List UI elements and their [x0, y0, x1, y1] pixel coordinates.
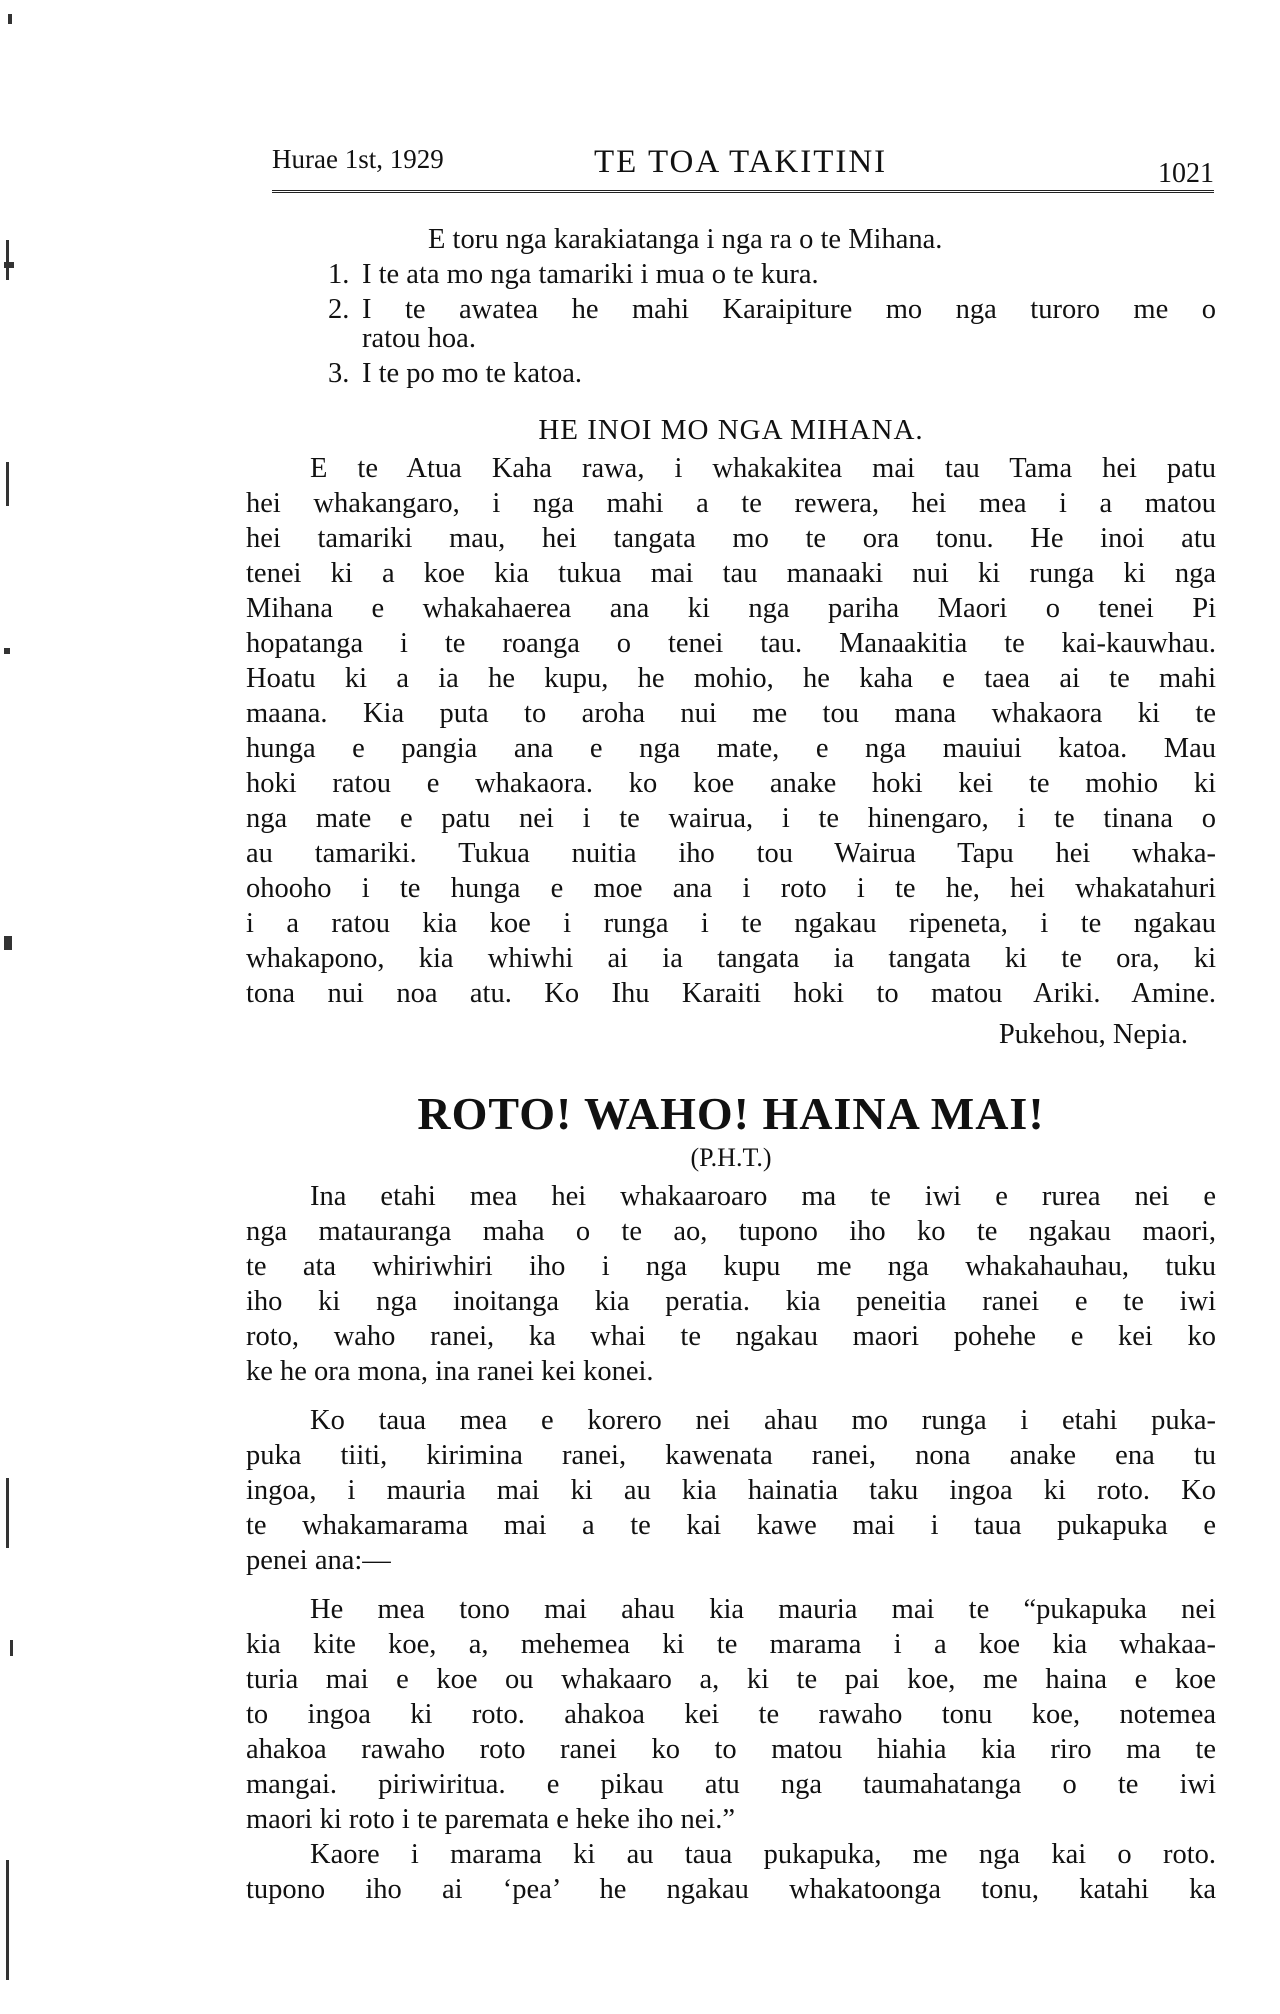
intro-line: E toru nga karakiatanga i nga ra o te Mihana.: [428, 224, 943, 255]
text-line: mangai. piriwiritua. e pikau atu nga taumahatanga o te iwi: [246, 1769, 1216, 1800]
list-text-continued: ratou hoa.: [362, 323, 476, 354]
publication-title: TE TOA TAKITINI: [594, 144, 888, 180]
list-number: 3.: [328, 358, 350, 389]
service-list: [246, 257, 1216, 391]
prayer-heading: HE INOI MO NGA MIHANA.: [538, 414, 924, 446]
text-line: i a ratou kia koe i runga i te ngakau ripeneta, i te ngakau: [246, 908, 1216, 939]
list-text: I te po mo te katoa.: [362, 358, 583, 389]
text-line: te whakamarama mai a te kai kawe mai i taua pukapuka e: [246, 1510, 1216, 1541]
prayer-paragraph: [246, 451, 1216, 1011]
list-number: 2.: [328, 294, 350, 325]
article-paragraph: [246, 1837, 1216, 1907]
text-line: Ina etahi mea hei whakaaroaro ma te iwi e rurea nei e: [310, 1181, 1216, 1212]
text-line: te ata whiriwhiri iho i nga kupu me nga whakahauhau, tuku: [246, 1251, 1216, 1282]
text-line: nga matauranga maha o te ao, tupono iho ko te ngakau maori,: [246, 1216, 1216, 1247]
list-number: 1.: [328, 259, 350, 290]
text-line: kia kite koe, a, mehemea ki te marama i a koe kia whakaa-: [246, 1629, 1216, 1660]
text-line: puka tiiti, kirimina ranei, kawenata ranei, nona anake ena tu: [246, 1440, 1216, 1471]
list-item: [328, 356, 1216, 391]
page-number: 1021: [1158, 158, 1214, 189]
text-line: au tamariki. Tukua nuitia iho tou Wairua Tapu hei whaka-: [246, 838, 1216, 869]
text-line: hei whakangaro, i nga mahi a te rewera, hei mea i a matou: [246, 488, 1216, 519]
text-line: tenei ki a koe kia tukua mai tau manaaki nui ki runga ki nga: [246, 558, 1216, 589]
text-line: E te Atua Kaha rawa, i whakakitea mai tau Tama hei patu: [310, 453, 1216, 484]
text-line: Kaore i marama ki au taua pukapuka, me nga kai o roto.: [310, 1839, 1216, 1870]
text-line: hopatanga i te roanga o tenei tau. Manaakitia te kai-kauwhau.: [246, 628, 1216, 659]
text-line: ke he ora mona, ina ranei kei konei.: [246, 1356, 654, 1387]
prayer-signature: Pukehou, Nepia.: [998, 1019, 1188, 1050]
text-line: maana. Kia puta to aroha nui me tou mana whakaora ki te: [246, 698, 1216, 729]
running-header: [272, 138, 1214, 193]
list-text: I te ata mo nga tamariki i mua o te kura.: [362, 259, 819, 290]
list-text: I te awatea he mahi Karaipiture mo nga turoro me o: [362, 294, 1216, 325]
text-line: whakapono, kia whiwhi ai ia tangata ia tangata ki te ora, ki: [246, 943, 1216, 974]
text-line: turia mai e koe ou whakaaro a, ki te pai koe, me haina e koe: [246, 1664, 1216, 1695]
text-line: ahakoa rawaho roto ranei ko to matou hiahia kia riro ma te: [246, 1734, 1216, 1765]
header-date: Hurae 1st, 1929: [272, 144, 444, 174]
text-line: tona nui noa atu. Ko Ihu Karaiti hoki to matou Ariki. Amine.: [246, 978, 1216, 1009]
text-line: penei ana:—: [246, 1545, 391, 1576]
text-line: Mihana e whakahaerea ana ki nga pariha Maori o tenei Pi: [246, 593, 1216, 624]
text-line: hei tamariki mau, hei tangata mo te ora tonu. He inoi atu: [246, 523, 1216, 554]
list-item: [328, 257, 1216, 292]
article-author: (P.H.T.): [690, 1143, 772, 1172]
text-line: He mea tono mai ahau kia mauria mai te “pukapuka nei: [310, 1594, 1216, 1625]
article-paragraph: [246, 1403, 1216, 1578]
page-body: [246, 222, 1216, 1907]
text-line: ingoa, i mauria mai ki au kia hainatia taku ingoa ki roto. Ko: [246, 1475, 1216, 1506]
text-line: Ko taua mea e korero nei ahau mo runga i etahi puka-: [310, 1405, 1216, 1436]
text-line: to ingoa ki roto. ahakoa kei te rawaho tonu koe, notemea: [246, 1699, 1216, 1730]
text-line: nga mate e patu nei i te wairua, i te hinengaro, i te tinana o: [246, 803, 1216, 834]
text-line: tupono iho ai ‘pea’ he ngakau whakatoonga tonu, katahi ka: [246, 1874, 1216, 1905]
quoted-paragraph: [246, 1592, 1216, 1837]
article-paragraph: [246, 1179, 1216, 1389]
text-line: hunga e pangia ana e nga mate, e nga mauiui katoa. Mau: [246, 733, 1216, 764]
text-line: Hoatu ki a ia he kupu, he mohio, he kaha e taea ai te mahi: [246, 663, 1216, 694]
text-line: roto, waho ranei, ka whai te ngakau maori pohehe e kei ko: [246, 1321, 1216, 1352]
article-title: ROTO! WAHO! HAINA MAI!: [417, 1088, 1045, 1139]
text-line: iho ki nga inoitanga kia peratia. kia peneitia ranei e te iwi: [246, 1286, 1216, 1317]
text-line: ohooho i te hunga e moe ana i roto i te he, hei whakatahuri: [246, 873, 1216, 904]
text-line: hoki ratou e whakaora. ko koe anake hoki kei te mohio ki: [246, 768, 1216, 799]
text-line: maori ki roto i te paremata e heke iho nei.”: [246, 1804, 736, 1835]
